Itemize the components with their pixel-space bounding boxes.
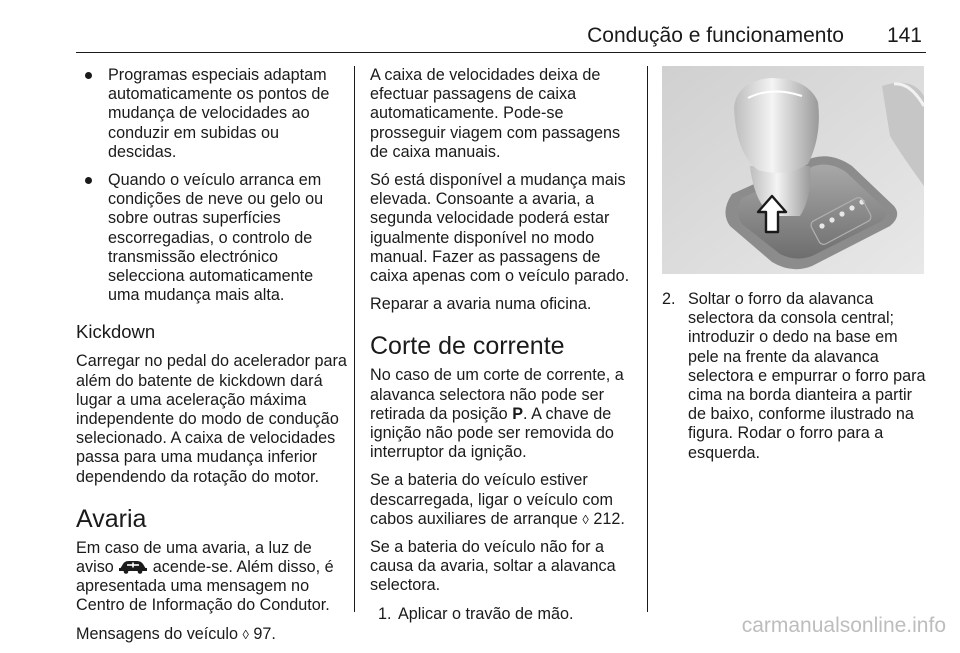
battery2-paragraph: Se a bateria do veículo não for a causa da avaria, soltar a alavanca selectora. xyxy=(370,538,616,595)
column-middle xyxy=(370,66,632,633)
column-divider xyxy=(647,66,648,612)
avaria-paragraph: Em caso de uma avaria, a luz de aviso acende-se. Além disso, é apresentada uma mensagem no Centro de Informação do Condutor. xyxy=(76,538,334,615)
bullet-item: Programas especiais adaptam automaticamente os pontos de mudança de velocidades ao conduzir em subidas ou descidas. xyxy=(76,66,348,162)
position-p: P xyxy=(512,404,523,423)
paragraph: A caixa de velocidades deixa de efectuar passagens de caixa automaticamente. Pode-se prosseguir viagem com passagens de caixa manuais. xyxy=(370,66,621,161)
corte-paragraph: No caso de um corte de corrente, a alavanca selectora não pode ser retirada da posição P. A chave de ignição não pode ser removida do interruptor da ignição. xyxy=(370,366,624,462)
kickdown-paragraph: Carregar no pedal do acelerador para além do batente de kickdown dará lugar a uma aceleração máxima independente do modo de condução selecionado. A caixa de velocidades passa para uma mudança inferior dependendo da rotação do motor. xyxy=(76,352,347,486)
column-right xyxy=(662,66,928,472)
page-title: Condução e funcionamento xyxy=(587,24,844,47)
watermark: carmanualsonline.info xyxy=(741,614,946,637)
paragraph: Só está disponível a mudança mais elevada. Consoante a avaria, a segunda velocidade poderá estar igualmente disponível no modo manual. Fazer as passagens de caixa apenas com o veículo parado. xyxy=(370,171,630,286)
page-header xyxy=(76,14,926,53)
transmission-warning-icon xyxy=(118,558,148,574)
column-left xyxy=(76,66,348,653)
gear-lever-figure xyxy=(662,66,924,274)
corte-heading: Corte de corrente xyxy=(370,332,565,361)
page-ref-link[interactable]: 97. xyxy=(253,624,276,643)
bullet-item: Quando o veículo arranca em condições de neve ou gelo ou sobre outras superfícies escorregadias, o controlo de transmissão electrónico selecciona automaticamente uma mudança mais alta. xyxy=(76,171,348,305)
step-number: 2. xyxy=(662,290,676,308)
step-item xyxy=(662,290,928,463)
step-text: Aplicar o travão de mão. xyxy=(398,604,574,623)
step-number: 1. xyxy=(378,604,392,623)
column-divider xyxy=(354,66,355,612)
avaria-heading: Avaria xyxy=(76,504,147,533)
kickdown-heading: Kickdown xyxy=(76,321,156,343)
battery-paragraph: Se a bateria do veículo estiver descarregada, ligar o veículo com cabos auxiliares de arranque ◊ 212. xyxy=(370,471,625,528)
gear-lever-illustration xyxy=(662,66,924,274)
step-item xyxy=(370,605,632,624)
page-number: 141 xyxy=(886,24,922,47)
page-ref-icon: ◊ xyxy=(242,626,249,642)
page-ref-icon: ◊ xyxy=(582,511,589,527)
page-ref-link[interactable]: 212. xyxy=(593,509,625,528)
bullet-list xyxy=(76,66,348,305)
paragraph: Reparar a avaria numa oficina. xyxy=(370,295,592,314)
step-text: Soltar o forro da alavanca selectora da consola central; introduzir o dedo na base em pele na frente da alavanca selectora e empurrar o forro para cima na borda dianteira a partir de baixo, conforme ilustrado na figura. Rodar o forro para a esquerda. xyxy=(688,290,926,462)
messages-reference: Mensagens do veículo ◊ 97. xyxy=(76,624,276,643)
